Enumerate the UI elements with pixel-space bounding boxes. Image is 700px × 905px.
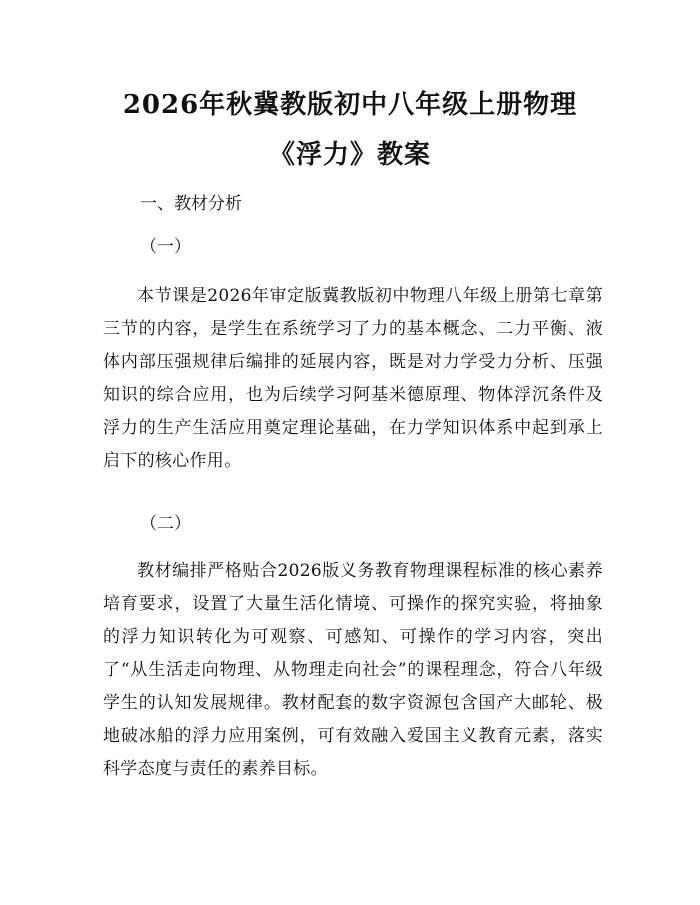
section-heading-teaching-material-analysis: 一、教材分析	[140, 194, 242, 214]
document-title: 2026年秋冀教版初中八年级上册物理《浮力》教案	[122, 90, 578, 170]
subsection-heading-2: （二）	[140, 514, 191, 534]
subsection-heading-1: （一）	[140, 237, 191, 257]
paragraph-1: 本节课是2026年审定版冀教版初中物理八年级上册第七章第三节的内容，是学生在系统学习了力的基本概念、二力平衡、液体内部压强规律后编排的延展内容，既是对力学受力分析、压强知识的综合应用，也为后续学习阿基米德原理、物体浮沉条件及浮力的生产生活应用奠定理论基础，在力学知识体系中起到承上启下的核心作用。	[103, 286, 603, 471]
paragraph-2: 教材编排严格贴合2026版义务教育物理课程标准的核心素养培育要求，设置了大量生活化情境、可操作的探究实验，将抽象的浮力知识转化为可观察、可感知、可操作的学习内容，突出了“从生活走向物理、从物理走向社会”的课程理念，符合八年级学生的认知发展规律。教材配套的数字资源包含国产大邮轮、极地破冰船的浮力应用案例，可有效融入爱国主义教育元素，落实科学态度与责任的素养目标。	[103, 561, 603, 779]
